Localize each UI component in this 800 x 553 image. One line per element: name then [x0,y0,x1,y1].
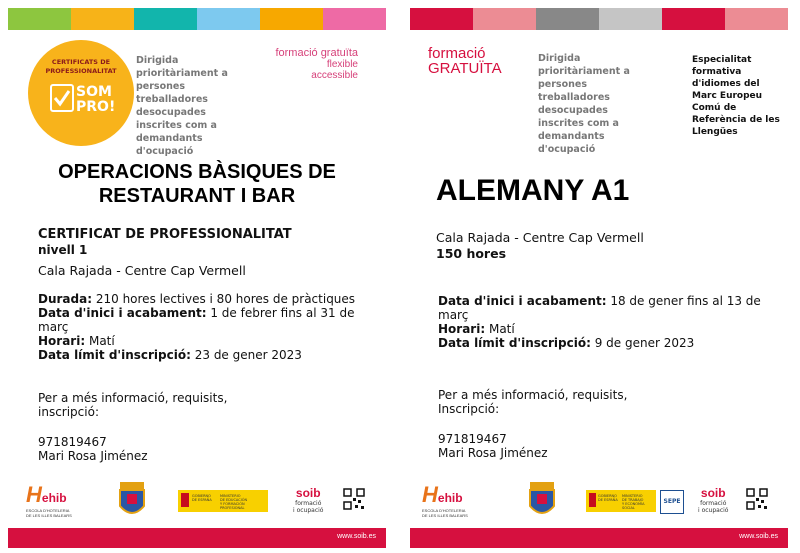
hehib-logo: Hehib ESCOLA D'HOTELERIA DE LES ILLES BALEARS [26,482,72,518]
logo-row [410,478,788,526]
badge-line: PRO! [76,99,116,115]
som-pro-badge [28,40,134,146]
specialty-text: Especialitat formativa d'idiomes del Marc Europeu Comú de Referència de les Llengües [692,55,780,137]
spain-gov-logo: GOBIERNO DE ESPAÑA MINISTERIO DE EDUCACIÓN Y FORMACIÓN PROFESIONAL [178,490,268,512]
level-label: nivell 1 [38,243,88,257]
phone: 971819467 [38,435,107,449]
info-block: Per a més informació, requisits, Inscripció: 971819467 Mari Rosa Jiménez [438,388,628,460]
soib-logo: soib formació i ocupació [698,486,729,514]
stripe-segment [197,8,260,30]
spain-shield-icon [181,493,189,507]
check-icon [50,84,74,112]
info-block: Per a més informació, requisits, inscripció: 971819467 Mari Rosa Jiménez [38,391,228,463]
location: Cala Rajada - Centre Cap Vermell [38,263,246,278]
stripe-segment [8,8,71,30]
audience-text: Dirigida prioritàriament a persones treballadores desocupades inscrites com a demandants d'ocupació [136,55,228,157]
website-link[interactable]: www.soib.es [337,533,376,540]
dates-row: Data d'inici i acabament: 18 de gener fins al 13 de [438,294,761,308]
hours-label: 150 hores [436,246,507,261]
stripe-segment [725,8,788,30]
logo-row [8,478,386,526]
audience-text: Dirigida prioritàriament a persones treballadores desocupades inscrites com a demandants d'ocupació [538,53,630,155]
badge-line: SOM [76,84,112,100]
footer-bar [410,528,788,548]
qr-code-icon [746,488,768,514]
qr-code-icon [343,488,365,514]
soib-logo: soib formació i ocupació [293,486,324,514]
coat-of-arms-icon [526,478,558,526]
dates-row-cont: març [38,320,69,334]
spain-gov-logo: GOBIERNO DE ESPAÑA MINISTERIO DE TRABAJO Y ECONOMÍA SOCIAL [586,490,656,512]
stripe-segment [134,8,197,30]
course-details [438,294,778,350]
stripe-segment [260,8,323,30]
stripe-segment [662,8,725,30]
poster-restaurant-bar [8,8,386,548]
poster-german-a1 [410,8,788,548]
phone: 971819467 [438,432,507,446]
spain-shield-icon [589,493,596,507]
schedule-row: Horari: Matí [38,334,115,348]
color-stripe [410,8,788,30]
schedule-row: Horari: Matí [438,322,515,336]
contact-name: Mari Rosa Jiménez [438,446,548,460]
badge-line: PROFESSIONALITAT [45,67,117,75]
cert-label: CERTIFICAT DE PROFESSIONALITAT [38,227,292,242]
dates-row-cont: març [438,308,469,322]
free-training-label: formació GRATUÏTA [428,45,502,77]
website-link[interactable]: www.soib.es [739,533,778,540]
coat-of-arms-icon [116,478,148,526]
stripe-segment [599,8,662,30]
sepe-logo: SEPE [660,490,684,514]
duration-row: Durada: 210 hores lectives i 80 hores de pràctiques [38,292,356,306]
stripe-segment [536,8,599,30]
deadline-row: Data límit d'inscripció: 23 de gener 2023 [38,348,302,362]
dates-row: Data d'inici i acabament: 1 de febrer fins al 31 de [38,306,355,320]
stripe-segment [323,8,386,30]
stripe-segment [473,8,536,30]
contact-name: Mari Rosa Jiménez [38,449,148,463]
course-title: ALEMANY A1 [436,174,630,207]
stripe-segment [410,8,473,30]
footer-bar [8,528,386,548]
color-stripe [8,8,386,30]
course-title: OPERACIONS BÀSIQUES DE RESTAURANT I BAR [58,161,336,207]
badge-line: CERTIFICATS DE [51,58,111,66]
location: Cala Rajada - Centre Cap Vermell [436,230,644,245]
deadline-row: Data límit d'inscripció: 9 de gener 2023 [438,336,695,350]
tagline: formació gratuïta flexible accessible [275,47,358,81]
stripe-segment [71,8,134,30]
hehib-logo: Hehib ESCOLA D'HOTELERIA DE LES ILLES BALEARS [422,482,468,518]
course-details [38,292,378,362]
